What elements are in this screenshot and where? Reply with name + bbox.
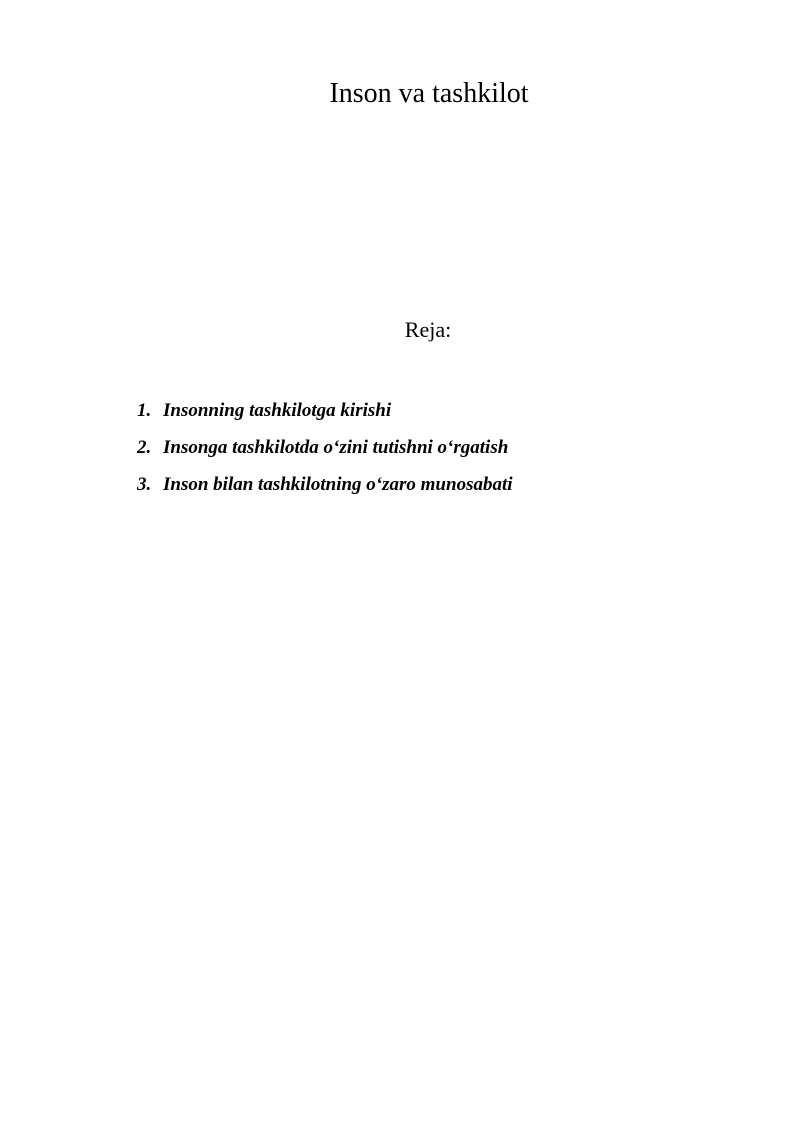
document-title: Inson va tashkilot bbox=[329, 78, 529, 109]
plan-list bbox=[137, 392, 513, 503]
plan-heading-block bbox=[328, 316, 528, 344]
list-item bbox=[137, 429, 513, 466]
list-item bbox=[137, 392, 513, 429]
list-item-text: Inson bilan tashkilotning o‘zaro munosabati bbox=[163, 474, 513, 495]
list-item-number: 1. bbox=[137, 400, 152, 421]
list-item-number: 3. bbox=[137, 474, 152, 495]
title-block bbox=[200, 76, 658, 112]
list-item-number: 2. bbox=[137, 437, 152, 458]
list-item-text: Insonga tashkilotda o‘zini tutishni o‘rgatish bbox=[163, 437, 509, 458]
list-item-text: Insonning tashkilotga kirishi bbox=[163, 400, 392, 421]
list-item bbox=[137, 466, 513, 503]
plan-heading: Reja: bbox=[404, 317, 452, 342]
